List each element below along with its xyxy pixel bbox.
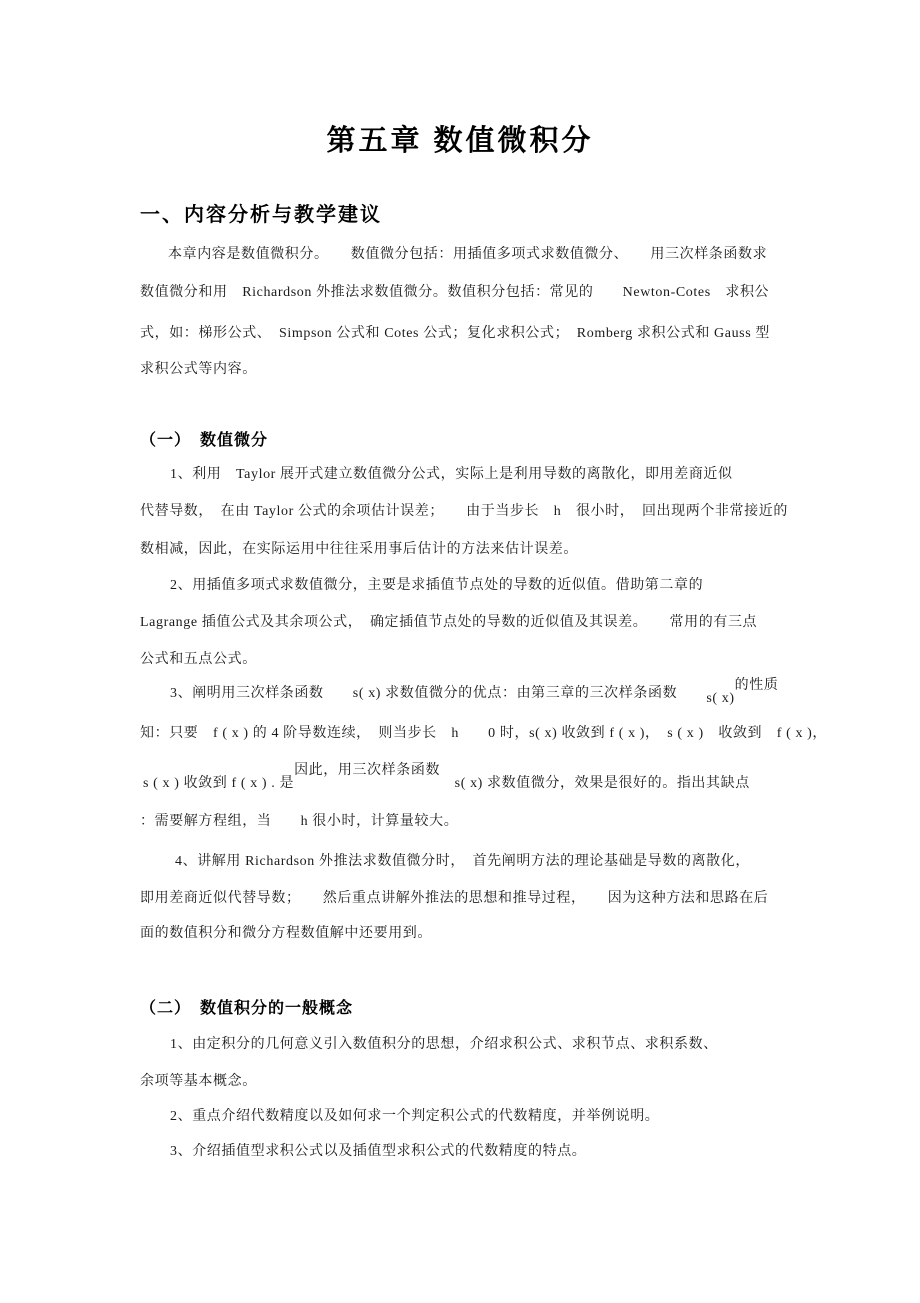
section-heading-1: 一、内容分析与教学建议	[140, 204, 382, 226]
paragraph-line: 公式和五点公式。	[140, 652, 257, 667]
math-sx: s( x)	[706, 691, 735, 706]
paragraph-line: 1、由定积分的几何意义引入数值积分的思想，介绍求积公式、求积节点、求积系数、	[170, 1037, 718, 1052]
paragraph-line: 知：只要 f ( x ) 的 4 阶导数连续， 则当步长 h 0 时，s( x) 收敛到 f ( x )， s ( x ) 收敛到 f ( x )，	[140, 726, 828, 741]
paragraph-line: 本章内容是数值微积分。 数值微分包括：用插值多项式求数值微分、 用三次样条函数求	[168, 247, 768, 262]
paragraph-line-math	[143, 763, 750, 792]
paragraph-line: 式，如：梯形公式、 Simpson 公式和 Cotes 公式；复化求积公式； Romberg 求积公式和 Gauss 型	[140, 326, 770, 341]
subsection-heading-1: （一） 数值微分	[140, 432, 269, 449]
text-run: 3、阐明用三次样条函数 s( x) 求数值微分的优点：由第三章的三次样条函数	[170, 686, 707, 701]
paragraph-line: 4、讲解用 Richardson 外推法求数值微分时， 首先阐明方法的理论基础是导数的离散化，	[175, 854, 750, 869]
paragraph-line: 数相减，因此，在实际运用中往往采用事后估计的方法来估计误差。	[140, 542, 578, 557]
paragraph-line: 代替导数， 在由 Taylor 公式的余项估计误差； 由于当步长 h 很小时， 回出现两个非常接近的	[140, 504, 788, 519]
text-run-raised: 的性质	[734, 678, 779, 693]
paragraph-line: 数值微分和用 Richardson 外推法求数值微分。数值积分包括：常见的 Newton-Cotes 求积公	[140, 285, 770, 300]
text-run: s( x) 求数值微分，效果是很好的。指出其缺点	[440, 776, 750, 791]
paragraph-line: 2、重点介绍代数精度以及如何求一个判定积公式的代数精度，并举例说明。	[170, 1109, 660, 1124]
paragraph-line: 3、介绍插值型求积公式以及插值型求积公式的代数精度的特点。	[170, 1144, 587, 1159]
paragraph-line: 余项等基本概念。	[140, 1074, 257, 1089]
paragraph-line: 求积公式等内容。	[140, 362, 257, 377]
text-run: s ( x ) 收敛到 f ( x ) . 是	[143, 776, 295, 791]
subsection-heading-2: （二） 数值积分的一般概念	[140, 1000, 354, 1017]
paragraph-line: 1、利用 Taylor 展开式建立数值微分公式，实际上是利用导数的离散化，即用差商近似	[170, 467, 733, 482]
page-title: 第五章 数值微积分	[326, 125, 594, 157]
text-run-raised: 因此，用三次样条函数	[294, 763, 441, 778]
paragraph-line: 面的数值积分和微分方程数值解中还要用到。	[140, 926, 432, 941]
paragraph-line: ：需要解方程组，当 h 很小时，计算量较大。	[140, 814, 459, 829]
paragraph-line-math	[170, 678, 779, 706]
paragraph-line: Lagrange 插值公式及其余项公式， 确定插值节点处的导数的近似值及其误差。 常用的有三点	[140, 615, 758, 630]
paragraph-line: 即用差商近似代替导数； 然后重点讲解外推法的思想和推导过程， 因为这种方法和思路在后	[140, 891, 769, 906]
paragraph-line: 2、用插值多项式求数值微分，主要是求插值节点处的导数的近似值。借助第二章的	[170, 578, 704, 593]
